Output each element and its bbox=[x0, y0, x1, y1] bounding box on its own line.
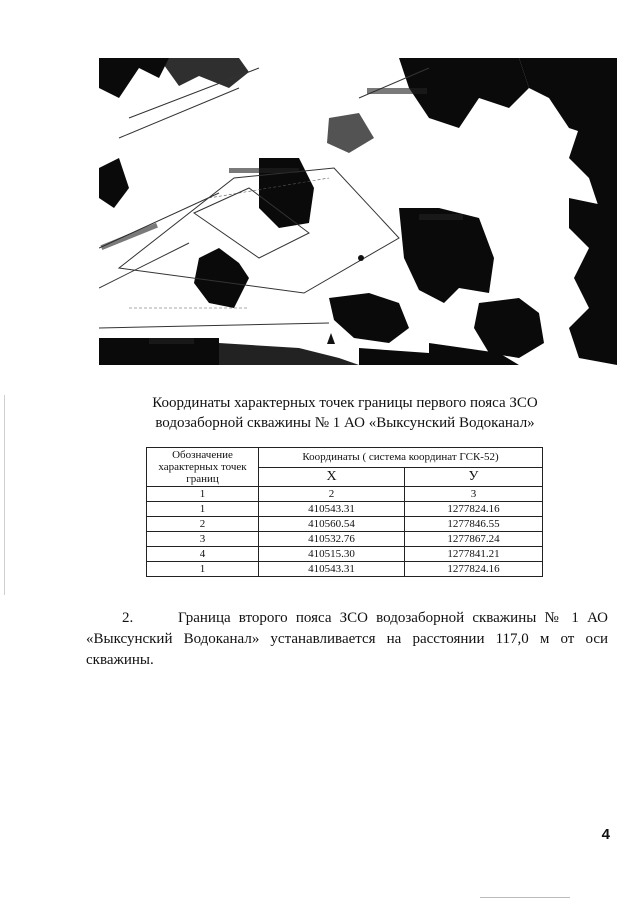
coordinates-table bbox=[146, 447, 543, 577]
point-id: 1 bbox=[147, 502, 259, 517]
table-row bbox=[147, 502, 543, 517]
coord-y: 1277867.24 bbox=[405, 532, 543, 547]
index-cell: 3 bbox=[405, 487, 543, 502]
coord-y: 1277841.21 bbox=[405, 547, 543, 562]
coord-y: 1277846.55 bbox=[405, 517, 543, 532]
scan-bottom-line bbox=[480, 897, 570, 898]
caption-line-2: водозаборной скважины № 1 АО «Выксунский Водоканал» bbox=[155, 415, 535, 431]
table-row bbox=[147, 532, 543, 547]
point-id: 4 bbox=[147, 547, 259, 562]
point-id: 2 bbox=[147, 517, 259, 532]
index-cell: 2 bbox=[259, 487, 405, 502]
point-id: 1 bbox=[147, 562, 259, 577]
caption-line-1: Координаты характерных точек границы первого пояса ЗСО bbox=[152, 395, 538, 411]
paragraph-second-zone bbox=[86, 608, 608, 671]
coord-x: 410560.54 bbox=[259, 517, 405, 532]
coord-x: 410543.31 bbox=[259, 502, 405, 517]
table-row bbox=[147, 517, 543, 532]
table-row bbox=[147, 547, 543, 562]
coord-y: 1277824.16 bbox=[405, 562, 543, 577]
header-x: X bbox=[259, 467, 405, 487]
point-id: 3 bbox=[147, 532, 259, 547]
table-caption bbox=[120, 393, 570, 433]
coord-x: 410532.76 bbox=[259, 532, 405, 547]
table-row bbox=[147, 562, 543, 577]
header-designation: Обозначение характерных точек границ bbox=[147, 448, 259, 487]
coord-y: 1277824.16 bbox=[405, 502, 543, 517]
header-coordinates: Координаты ( система координат ГСК-52) bbox=[259, 448, 543, 468]
scan-margin-line bbox=[4, 395, 5, 595]
coord-x: 410515.30 bbox=[259, 547, 405, 562]
paragraph-text: Граница второго пояса ЗСО водозаборной скважины № 1 АО «Выксунский Водоканал» устанавливается на расстоянии 117,0 м от оси скважины. bbox=[86, 610, 608, 668]
index-cell: 1 bbox=[147, 487, 259, 502]
site-map-image bbox=[99, 58, 617, 365]
paragraph-number: 2. bbox=[122, 610, 134, 626]
header-y: У bbox=[405, 467, 543, 487]
table-index-row bbox=[147, 487, 543, 502]
coord-x: 410543.31 bbox=[259, 562, 405, 577]
page-number: 4 bbox=[601, 826, 610, 843]
map-graphic bbox=[99, 58, 617, 365]
table-header-row bbox=[147, 448, 543, 468]
